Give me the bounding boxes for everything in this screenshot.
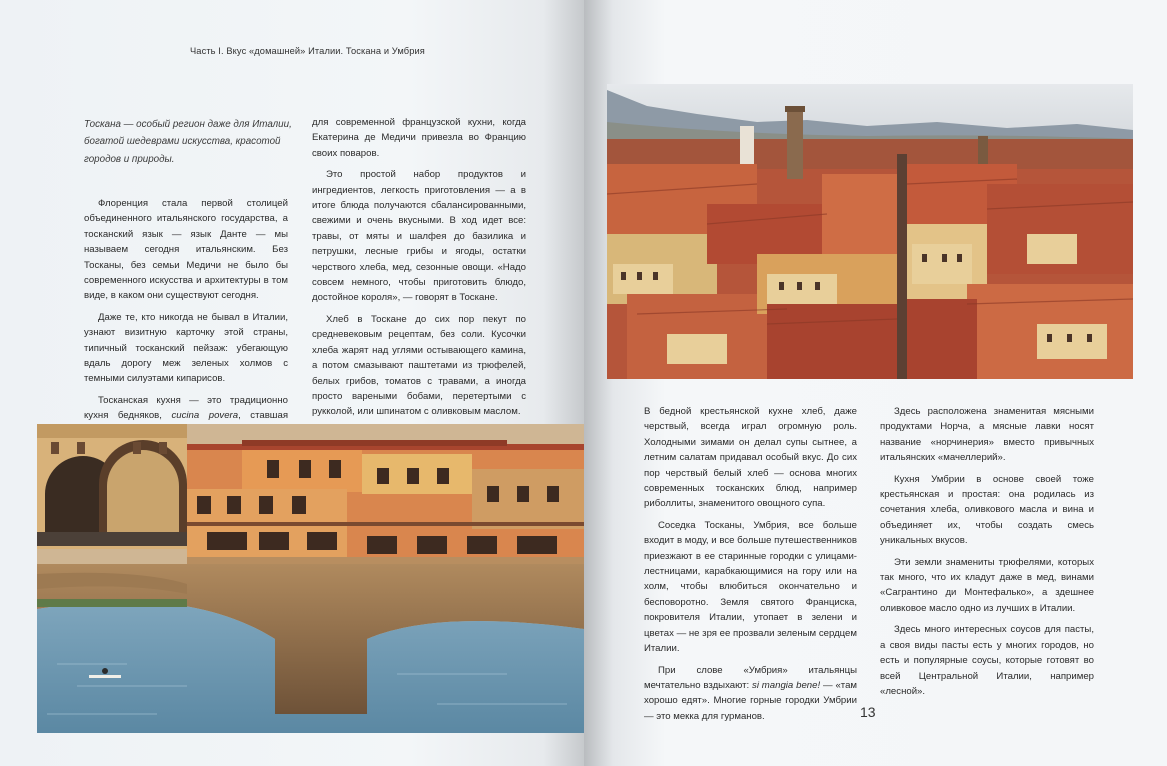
right-page bbox=[584, 0, 1167, 766]
paragraph: Здесь расположена знаменитая мясными продуктами Норча, а мясные лавки носят название «норчинерия» вместо привычных итальянских «мачеллерий». bbox=[880, 406, 1094, 464]
paragraph: Эти земли знамениты трюфелями, которых так много, что их кладут даже в мед, винами «Сагрантино ди Монтефалько», а здешнее оливковое масло одно из лучших в Италии. bbox=[880, 556, 1094, 614]
left-column-1 bbox=[84, 196, 288, 445]
italic-phrase: si mangia bene! bbox=[752, 679, 821, 691]
paragraph: В бедной крестьянской кухне хлеб, даже черствый, всегда играл огромную роль. Холодными зимами он делал супы сытнее, а летним салатам придавал особый вкус. До сих пор черствый белый хлеб — основа многих современных тосканских блюд, например риболлиты, знаменитого овощного супа. bbox=[644, 406, 857, 510]
paragraph: Флоренция стала первой столицей объединенного итальянского государства, а тосканский язык — язык Данте — мы называем сегодня итальянским. Без Тосканы, без семьи Медичи не было бы современного искусства и архитектуры в том виде, в каком они существуют сегодня. bbox=[84, 198, 288, 302]
paragraph: Соседка Тосканы, Умбрия, все больше входит в моду, и все больше путешественников приезжают в ее старинные городки с улицами-лестницами, карабкающимися на гору или на холм, чтобы влюбиться окончательно и бесповоротно. Земля святого Франциска, покровителя Италии, утопает в зелени и цветах — не зря ее прозвали зеленым сердцем Италии. bbox=[644, 519, 857, 655]
left-column-2 bbox=[312, 115, 526, 426]
paragraph-text: , ставшая bbox=[238, 410, 289, 422]
right-column-2 bbox=[880, 404, 1094, 705]
intro-italic: Тоскана — особый регион даже для Италии, богатой шедеврами искусства, красотой городов и природы. bbox=[84, 119, 292, 165]
tuscan-rooftops-photo bbox=[607, 84, 1133, 379]
paragraph: для современной французской кухни, когда Екатерина де Медичи привезла во Францию своих поваров. bbox=[312, 117, 526, 159]
italic-phrase: cucina povera bbox=[171, 410, 239, 422]
paragraph-text: — «там хорошо едят». Многие горные городки Умбрии — это мекка для гурманов. bbox=[644, 679, 858, 722]
paragraph: Это простой набор продуктов и ингредиентов, легкость приготовления — а в итоге блюда получаются сбалансированными, свежими и очень вкусными. В ход идет все: травы, от мяты и шалфея до базилика и петрушки, лесные грибы и ягоды, остатки черствого хлеба, мед, сезонные овощи. «Надо совсем немного, чтобы приготовить блюдо, достойное короля», — говорят в Тоскане. bbox=[312, 169, 526, 304]
paragraph: Кухня Умбрии в основе своей тоже крестьянская и простая: она родилась из сочетания хлеба, оливкового масла и вина и объединяет их, чтобы создать смесь уникальных вкусов. bbox=[880, 473, 1094, 547]
paragraph bbox=[644, 663, 857, 725]
paragraph: Здесь много интересных соусов для пасты, а своя виды пасты есть у многих городов, но есть и популярные соусы, которые готовят во всей Центральной Италии, например «лесной». bbox=[880, 624, 1094, 697]
paragraph-text: Тосканская кухня — это традиционно кухня бедняков, bbox=[84, 394, 288, 422]
paragraph: Хлеб в Тоскане до сих пор пекут по средневековым рецептам, без соли. Кусочки хлеба жарят над углями остывающего камина, а потом смазывают паштетами из трюфелей, белых грибов, томатов с травами, а иногда просто вареными бобами, перетертыми с рукколой, или шпинатом с оливковым маслом. bbox=[312, 313, 526, 418]
paragraph-text: При слове «Умбрия» итальянцы мечтательно вздыхают: bbox=[644, 664, 857, 691]
page-number: 13 bbox=[860, 704, 876, 720]
right-column-1 bbox=[644, 404, 857, 730]
running-header: Часть I. Вкус «домашней» Италии. Тоскана и Умбрия bbox=[190, 46, 425, 56]
ponte-vecchio-photo bbox=[37, 424, 584, 733]
paragraph: Даже те, кто никогда не бывал в Италии, узнают визитную карточку этой страны, типичный тосканский пейзаж: убегающую вдаль дорогу меж зеленых холмов с темными силуэтами кипарисов. bbox=[84, 311, 288, 385]
